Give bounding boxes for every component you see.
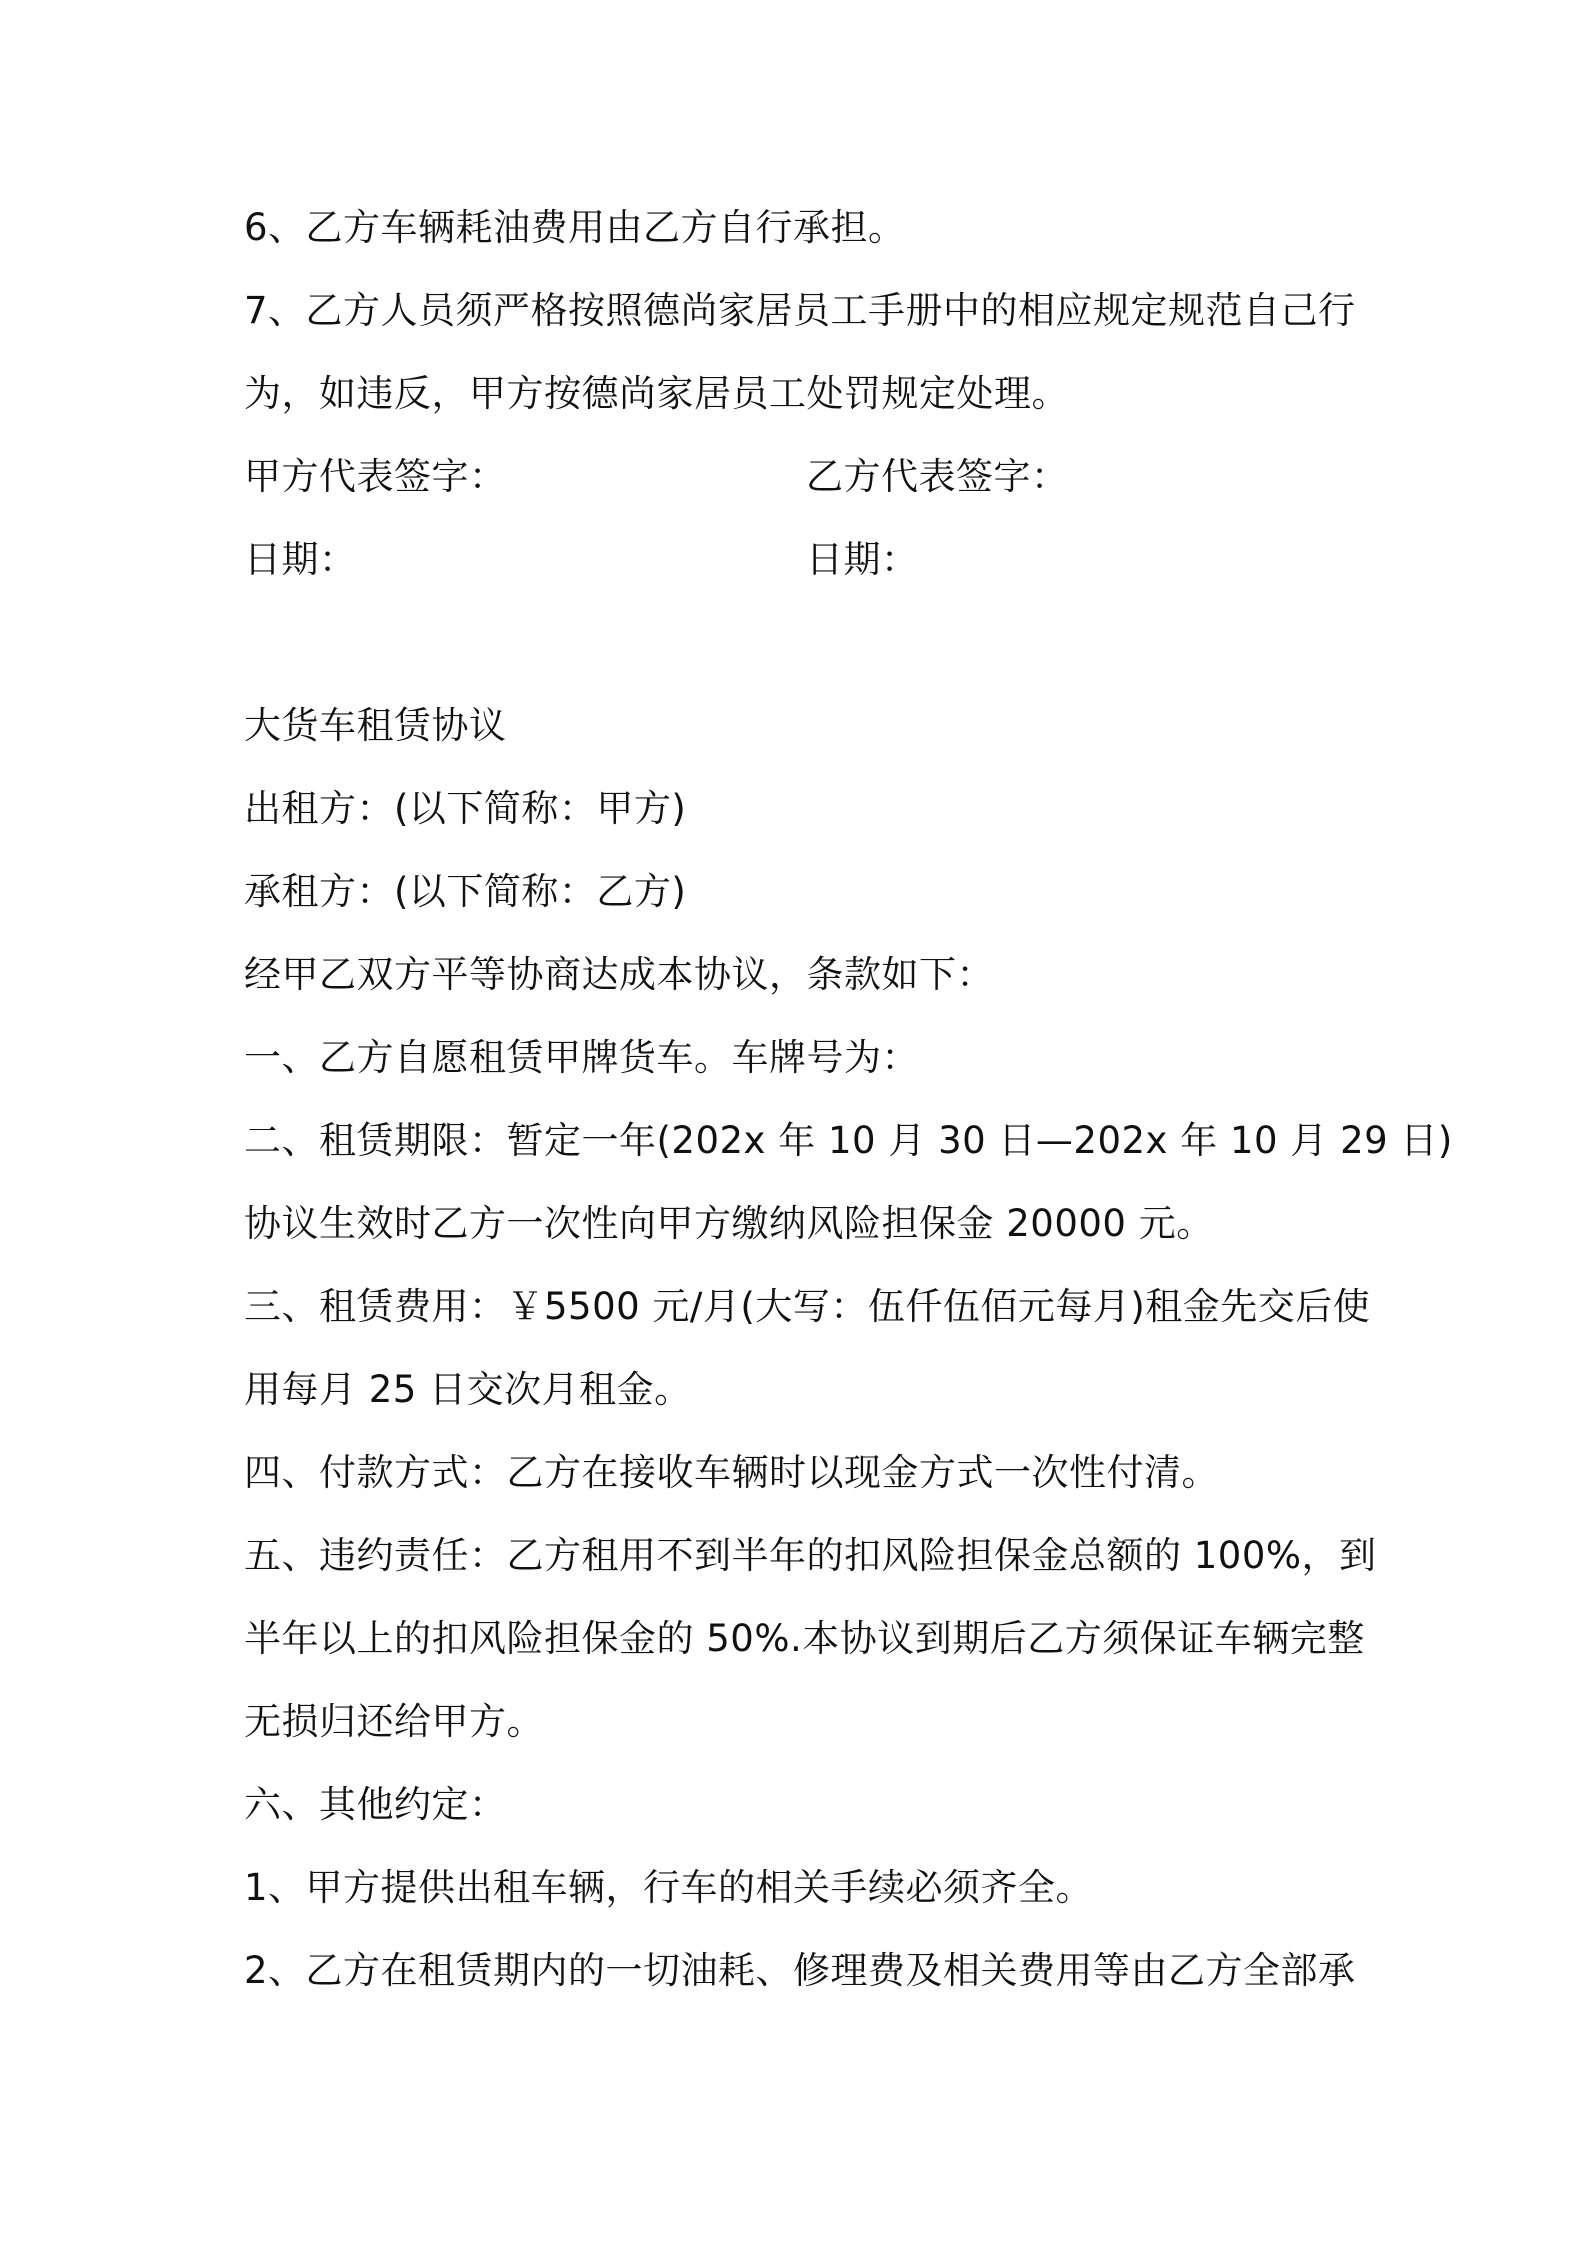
party-b-signature-label: 乙方代表签字： <box>806 455 1069 498</box>
clause-5-line3: 无损归还给甲方。 <box>244 1700 544 1743</box>
clause-5-line1: 五、违约责任：乙方租用不到半年的扣风险担保金总额的 100%，到 <box>244 1534 1377 1577</box>
clause-1: 一、乙方自愿租赁甲牌货车。车牌号为： <box>244 1036 919 1079</box>
clause-item-7-line1: 7、乙方人员须严格按照德尚家居员工手册中的相应规定规范自己行 <box>244 289 1356 332</box>
clause-6-item-1: 1、甲方提供出租车辆，行车的相关手续必须齐全。 <box>244 1866 1094 1909</box>
clause-6-item-2: 2、乙方在租赁期内的一切油耗、修理费及相关费用等由乙方全部承 <box>244 1949 1356 1992</box>
agreement-intro: 经甲乙双方平等协商达成本协议，条款如下： <box>244 953 994 996</box>
clause-5-line2: 半年以上的扣风险担保金的 50%.本协议到期后乙方须保证车辆完整 <box>244 1617 1365 1660</box>
party-a-date-label: 日期： <box>244 538 357 581</box>
clause-2-line2: 协议生效时乙方一次性向甲方缴纳风险担保金 20000 元。 <box>244 1202 1214 1245</box>
lessee-line: 承租方：(以下简称：乙方) <box>244 870 687 913</box>
clause-6-title: 六、其他约定： <box>244 1783 507 1826</box>
party-b-date-label: 日期： <box>806 538 919 581</box>
agreement-title: 大货车租赁协议 <box>244 704 507 747</box>
party-a-signature-label: 甲方代表签字： <box>244 455 507 498</box>
clause-3-line1: 三、租赁费用：￥5500 元/月(大写：伍仟伍佰元每月)租金先交后使 <box>244 1285 1371 1328</box>
clause-4: 四、付款方式：乙方在接收车辆时以现金方式一次性付清。 <box>244 1451 1219 1494</box>
clause-3-line2: 用每月 25 日交次月租金。 <box>244 1368 692 1411</box>
clause-item-7-line2: 为，如违反，甲方按德尚家居员工处罚规定处理。 <box>244 372 1069 415</box>
lessor-line: 出租方：(以下简称：甲方) <box>244 787 687 830</box>
clause-2-line1: 二、租赁期限：暂定一年(202x 年 10 月 30 日—202x 年 10 月 29 日) <box>244 1119 1453 1162</box>
clause-item-6: 6、乙方车辆耗油费用由乙方自行承担。 <box>244 206 906 249</box>
